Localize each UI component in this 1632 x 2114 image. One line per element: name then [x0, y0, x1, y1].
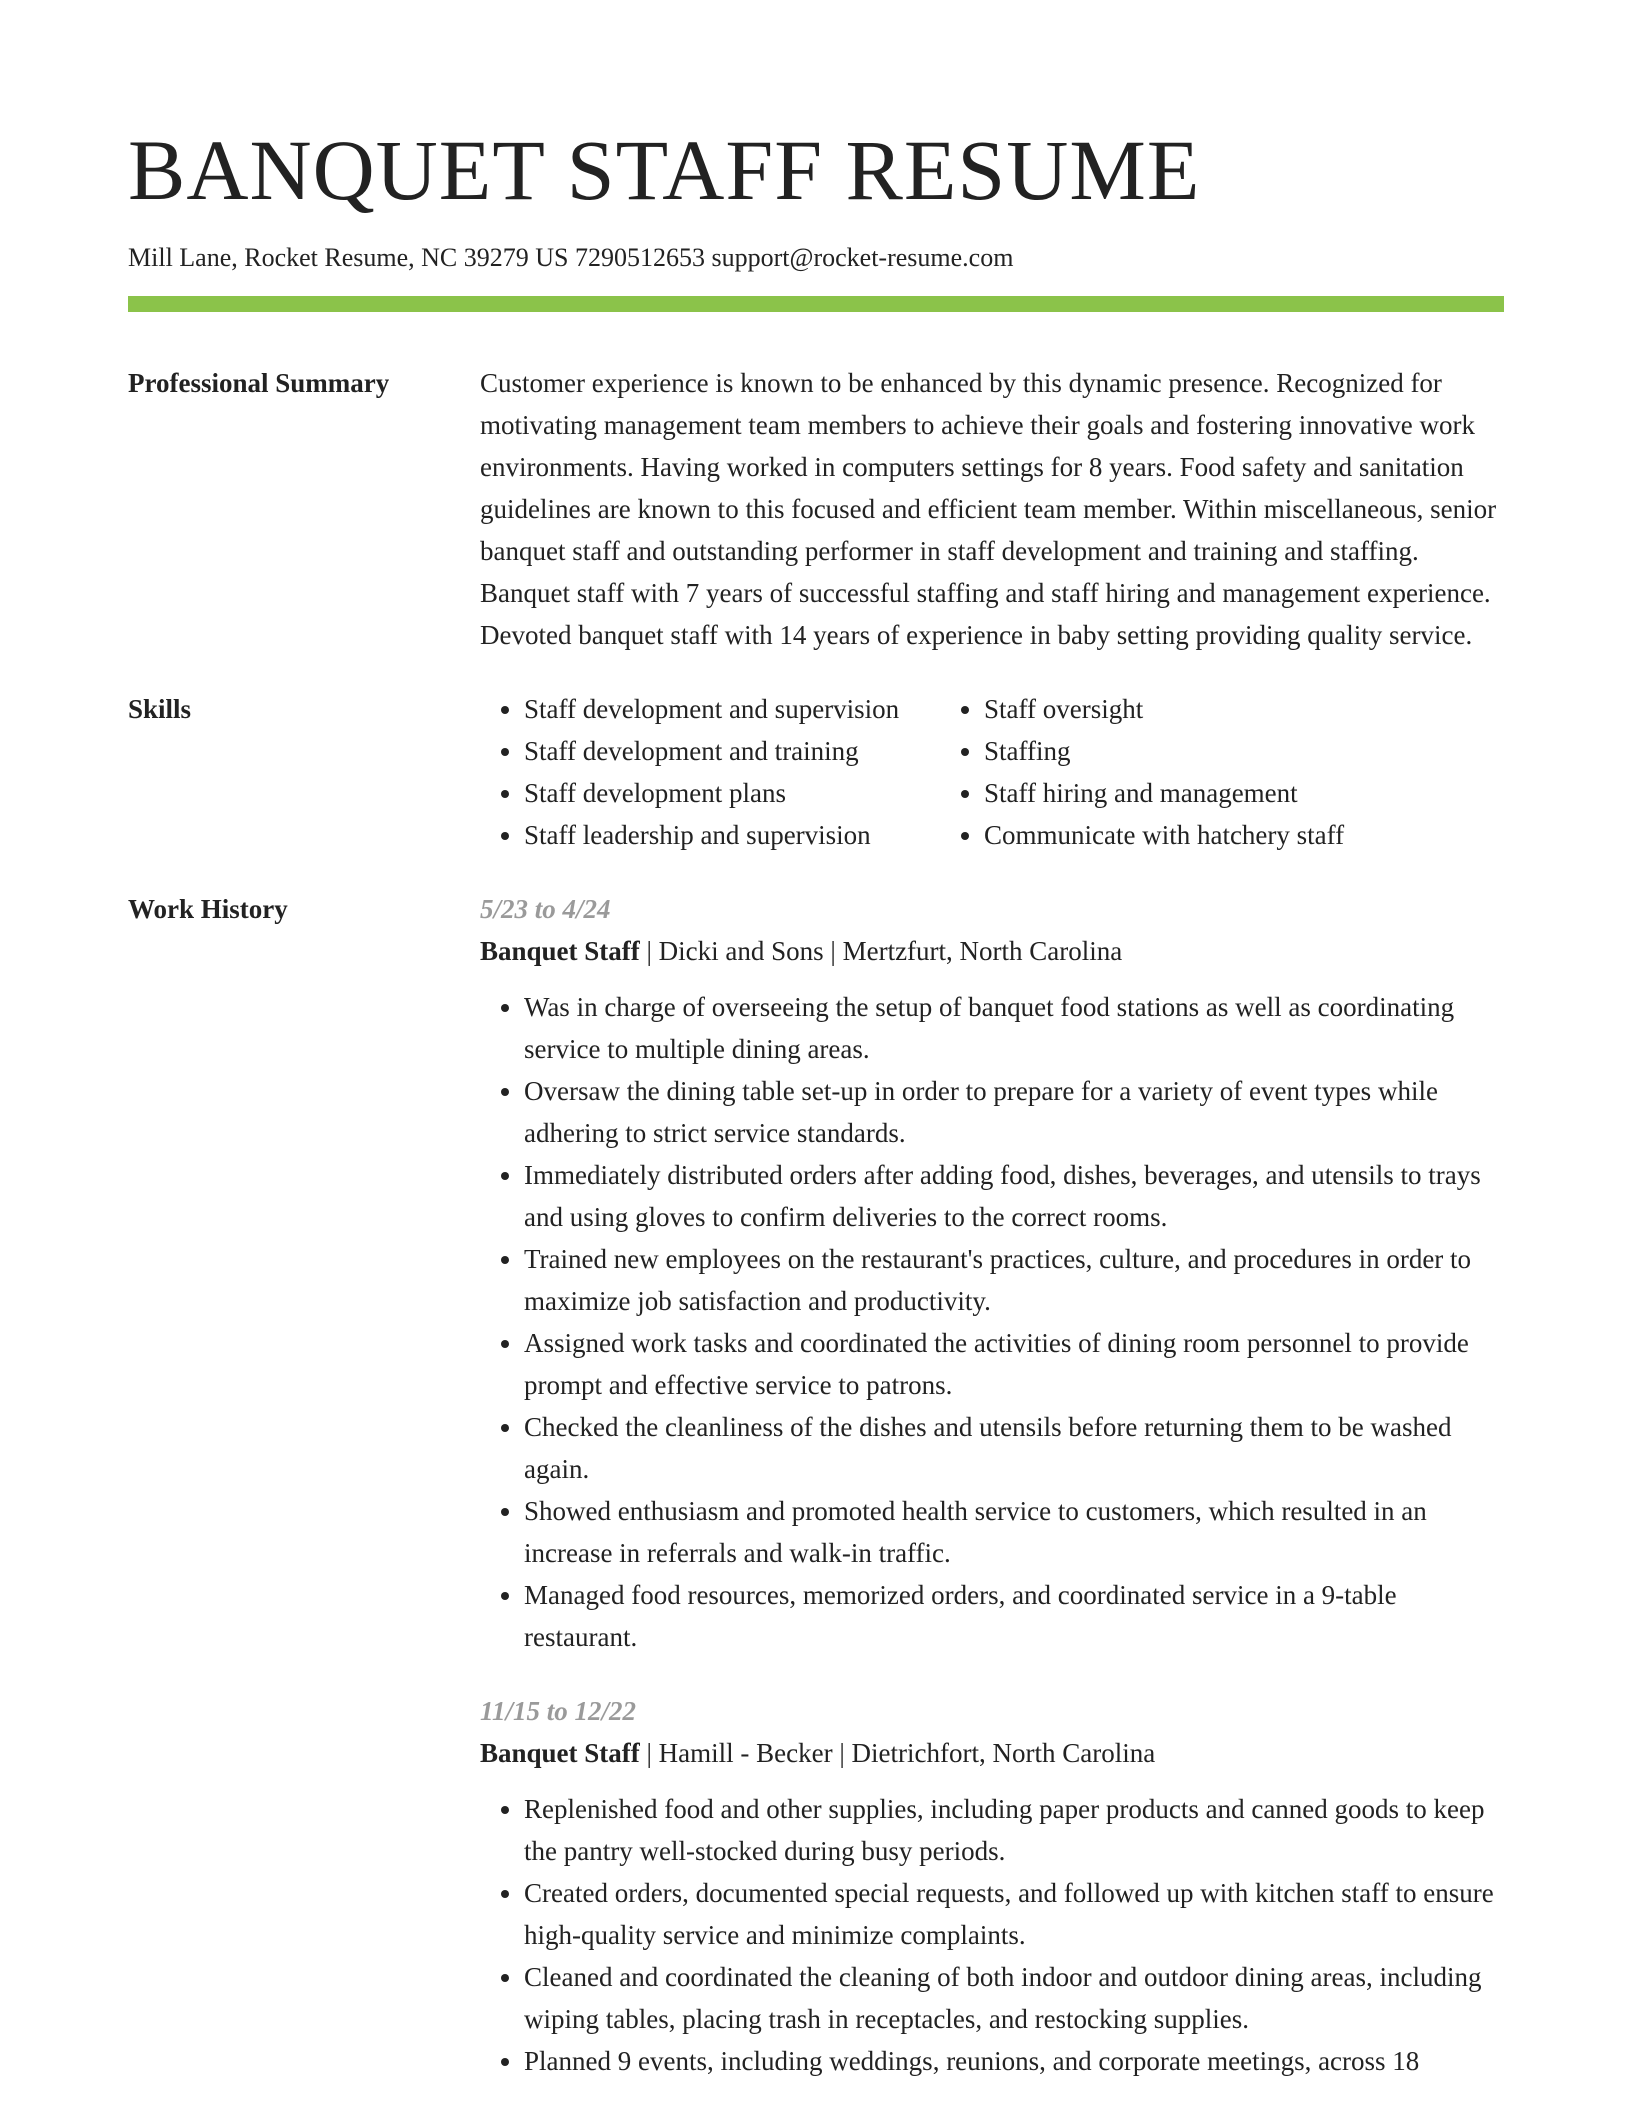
section-heading: Professional Summary [128, 368, 390, 398]
skills-list-right [940, 688, 1344, 856]
job-dates: 5/23 to 4/24 [480, 894, 611, 924]
work-history-section [128, 888, 1504, 2114]
responsibility-item: • Cleaned and coordinated the cleaning of both indoor and outdoor dining areas, including wiping tables, placing trash in receptacles, and restocking supplies. [524, 1956, 1504, 2040]
responsibility-item: • Created orders, documented special requests, and followed up with kitchen staff to ensure high-quality service and minimize complaints. [524, 1872, 1504, 1956]
responsibility-item: • Trained new employees on the restaurant's practices, culture, and procedures in order to maximize job satisfaction and productivity. [524, 1238, 1504, 1322]
skills-list-left [480, 688, 940, 856]
job-entry [480, 888, 1504, 1658]
skill-item: • Staff development plans [524, 772, 940, 814]
responsibility-item: • Showed enthusiasm and promoted health service to customers, which resulted in an increase in referrals and walk-in traffic. [524, 1490, 1504, 1574]
responsibility-item: • Immediately distributed orders after adding food, dishes, beverages, and utensils to trays and using gloves to confirm deliveries to the correct rooms. [524, 1154, 1504, 1238]
job-title: Banquet Staff [480, 936, 640, 966]
job-details: | Dicki and Sons | Mertzfurt, North Carolina [639, 936, 1123, 966]
skill-item: • Communicate with hatchery staff [984, 814, 1344, 856]
section-heading: Skills [128, 694, 192, 724]
resume-title: BANQUET STAFF RESUME [128, 122, 1201, 218]
skill-item: • Staff oversight [984, 688, 1344, 730]
job-details: | Hamill - Becker | Dietrichfort, North Carolina [639, 1738, 1156, 1768]
contact-line: Mill Lane, Rocket Resume, NC 39279 US 7290512653 support@rocket-resume.com [128, 243, 1014, 272]
summary-text: Customer experience is known to be enhanced by this dynamic presence. Recognized for motivating management team members to achieve their goals and fostering innovative work environments. Having worked in computers settings for 8 years. Food safety and sanitation guidelines are known to this focused and efficient team member. Within miscellaneous, senior banquet staff and outstanding performer in staff development and training and staffing. Banquet staff with 7 years of successful staffing and staff hiring and management experience. Devoted banquet staff with 14 years of experience in baby setting providing quality service. [480, 368, 1497, 650]
responsibility-item: • Was in charge of overseeing the setup of banquet food stations as well as coordinating service to multiple dining areas. [524, 986, 1504, 1070]
responsibility-item: • Checked the cleanliness of the dishes and utensils before returning them to be washed again. [524, 1406, 1504, 1490]
responsibility-item: • Managed food resources, memorized orders, and coordinated service in a 9-table restaurant. [524, 1574, 1504, 1658]
job-header [480, 930, 1504, 972]
skills-section [128, 688, 1504, 856]
responsibility-item: • Oversaw the dining table set-up in order to prepare for a variety of event types while adhering to strict service standards. [524, 1070, 1504, 1154]
job-dates: 11/15 to 12/22 [480, 1696, 637, 1726]
skill-item: • Staff development and training [524, 730, 940, 772]
responsibility-item: • Planned 9 events, including weddings, reunions, and corporate meetings, across 18 [524, 2040, 1504, 2082]
responsibility-item: • Assigned work tasks and coordinated the activities of dining room personnel to provide prompt and effective service to patrons. [524, 1322, 1504, 1406]
skill-item: • Staff leadership and supervision [524, 814, 940, 856]
job-header [480, 1732, 1504, 1774]
professional-summary-section [128, 362, 1504, 656]
skill-item: • Staff development and supervision [524, 688, 940, 730]
job-responsibilities [480, 1788, 1504, 2082]
accent-divider [128, 296, 1504, 312]
skill-item: • Staffing [984, 730, 1344, 772]
skill-item: • Staff hiring and management [984, 772, 1344, 814]
job-responsibilities [480, 986, 1504, 1658]
job-title: Banquet Staff [480, 1738, 640, 1768]
section-heading: Work History [128, 894, 288, 924]
job-entry [480, 1690, 1504, 2082]
responsibility-item: • Replenished food and other supplies, including paper products and canned goods to keep the pantry well-stocked during busy periods. [524, 1788, 1504, 1872]
